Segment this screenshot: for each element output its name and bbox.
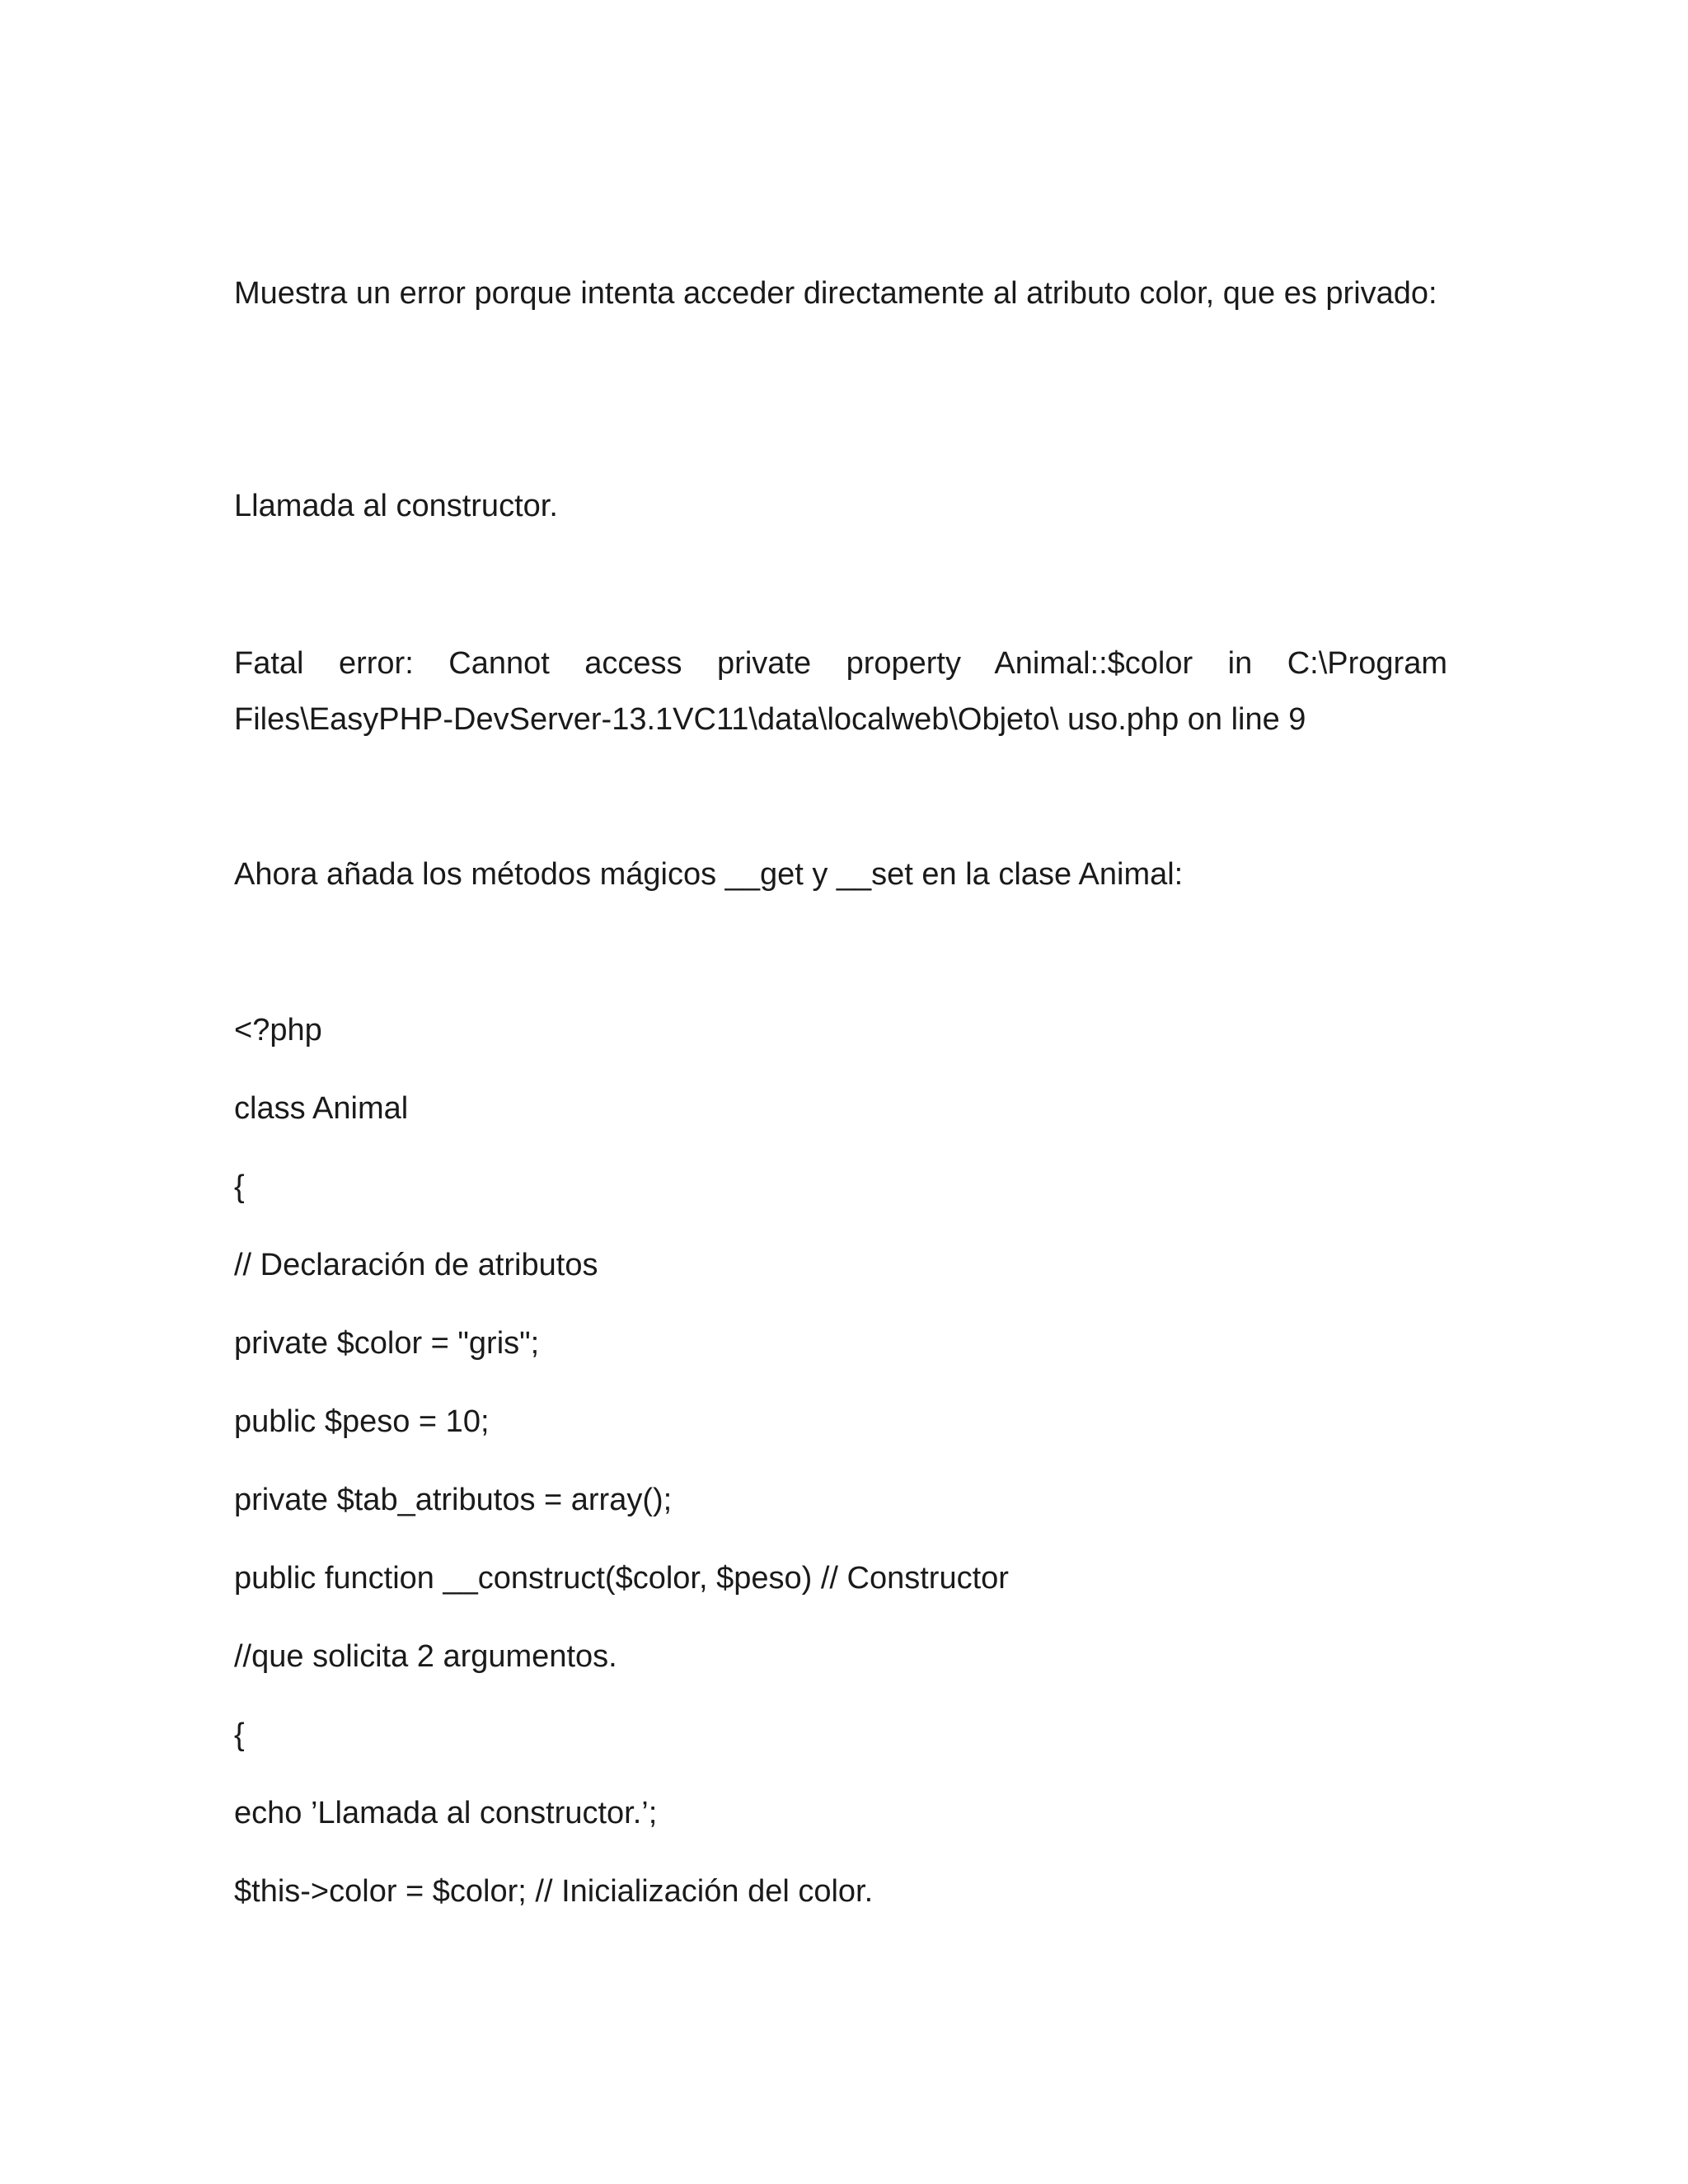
code-line: private $tab_atributos = array();	[234, 1483, 673, 1517]
code-line: $this->color = $color; // Inicialización del color.	[234, 1874, 874, 1909]
code-line: class Animal	[234, 1091, 409, 1126]
paragraph-magic-methods: Ahora añada los métodos mágicos __get y __set en la clase Animal:	[234, 857, 1184, 892]
code-line: {	[234, 1169, 245, 1204]
paragraph-fatal-error: Fatal error: Cannot access private property Animal::$color in C:\Program Files\EasyPHP-DevServer-13.1VC11\data\localweb\Objeto\ uso.php on line 9	[234, 646, 1447, 737]
paragraph-constructor-output: Llamada al constructor.	[234, 489, 558, 523]
code-line: {	[234, 1718, 245, 1752]
code-line: private $color = "gris";	[234, 1326, 540, 1361]
code-line: <?php	[234, 1013, 322, 1047]
code-line: public $peso = 10;	[234, 1404, 490, 1439]
code-line: echo ’Llamada al constructor.’;	[234, 1796, 658, 1830]
code-line: //que solicita 2 argumentos.	[234, 1639, 617, 1674]
paragraph-error-intro: Muestra un error porque intenta acceder directamente al atributo color, que es privado:	[234, 276, 1437, 311]
code-line: // Declaración de atributos	[234, 1248, 598, 1282]
code-line: public function __construct($color, $peso) // Constructor	[234, 1561, 1009, 1596]
